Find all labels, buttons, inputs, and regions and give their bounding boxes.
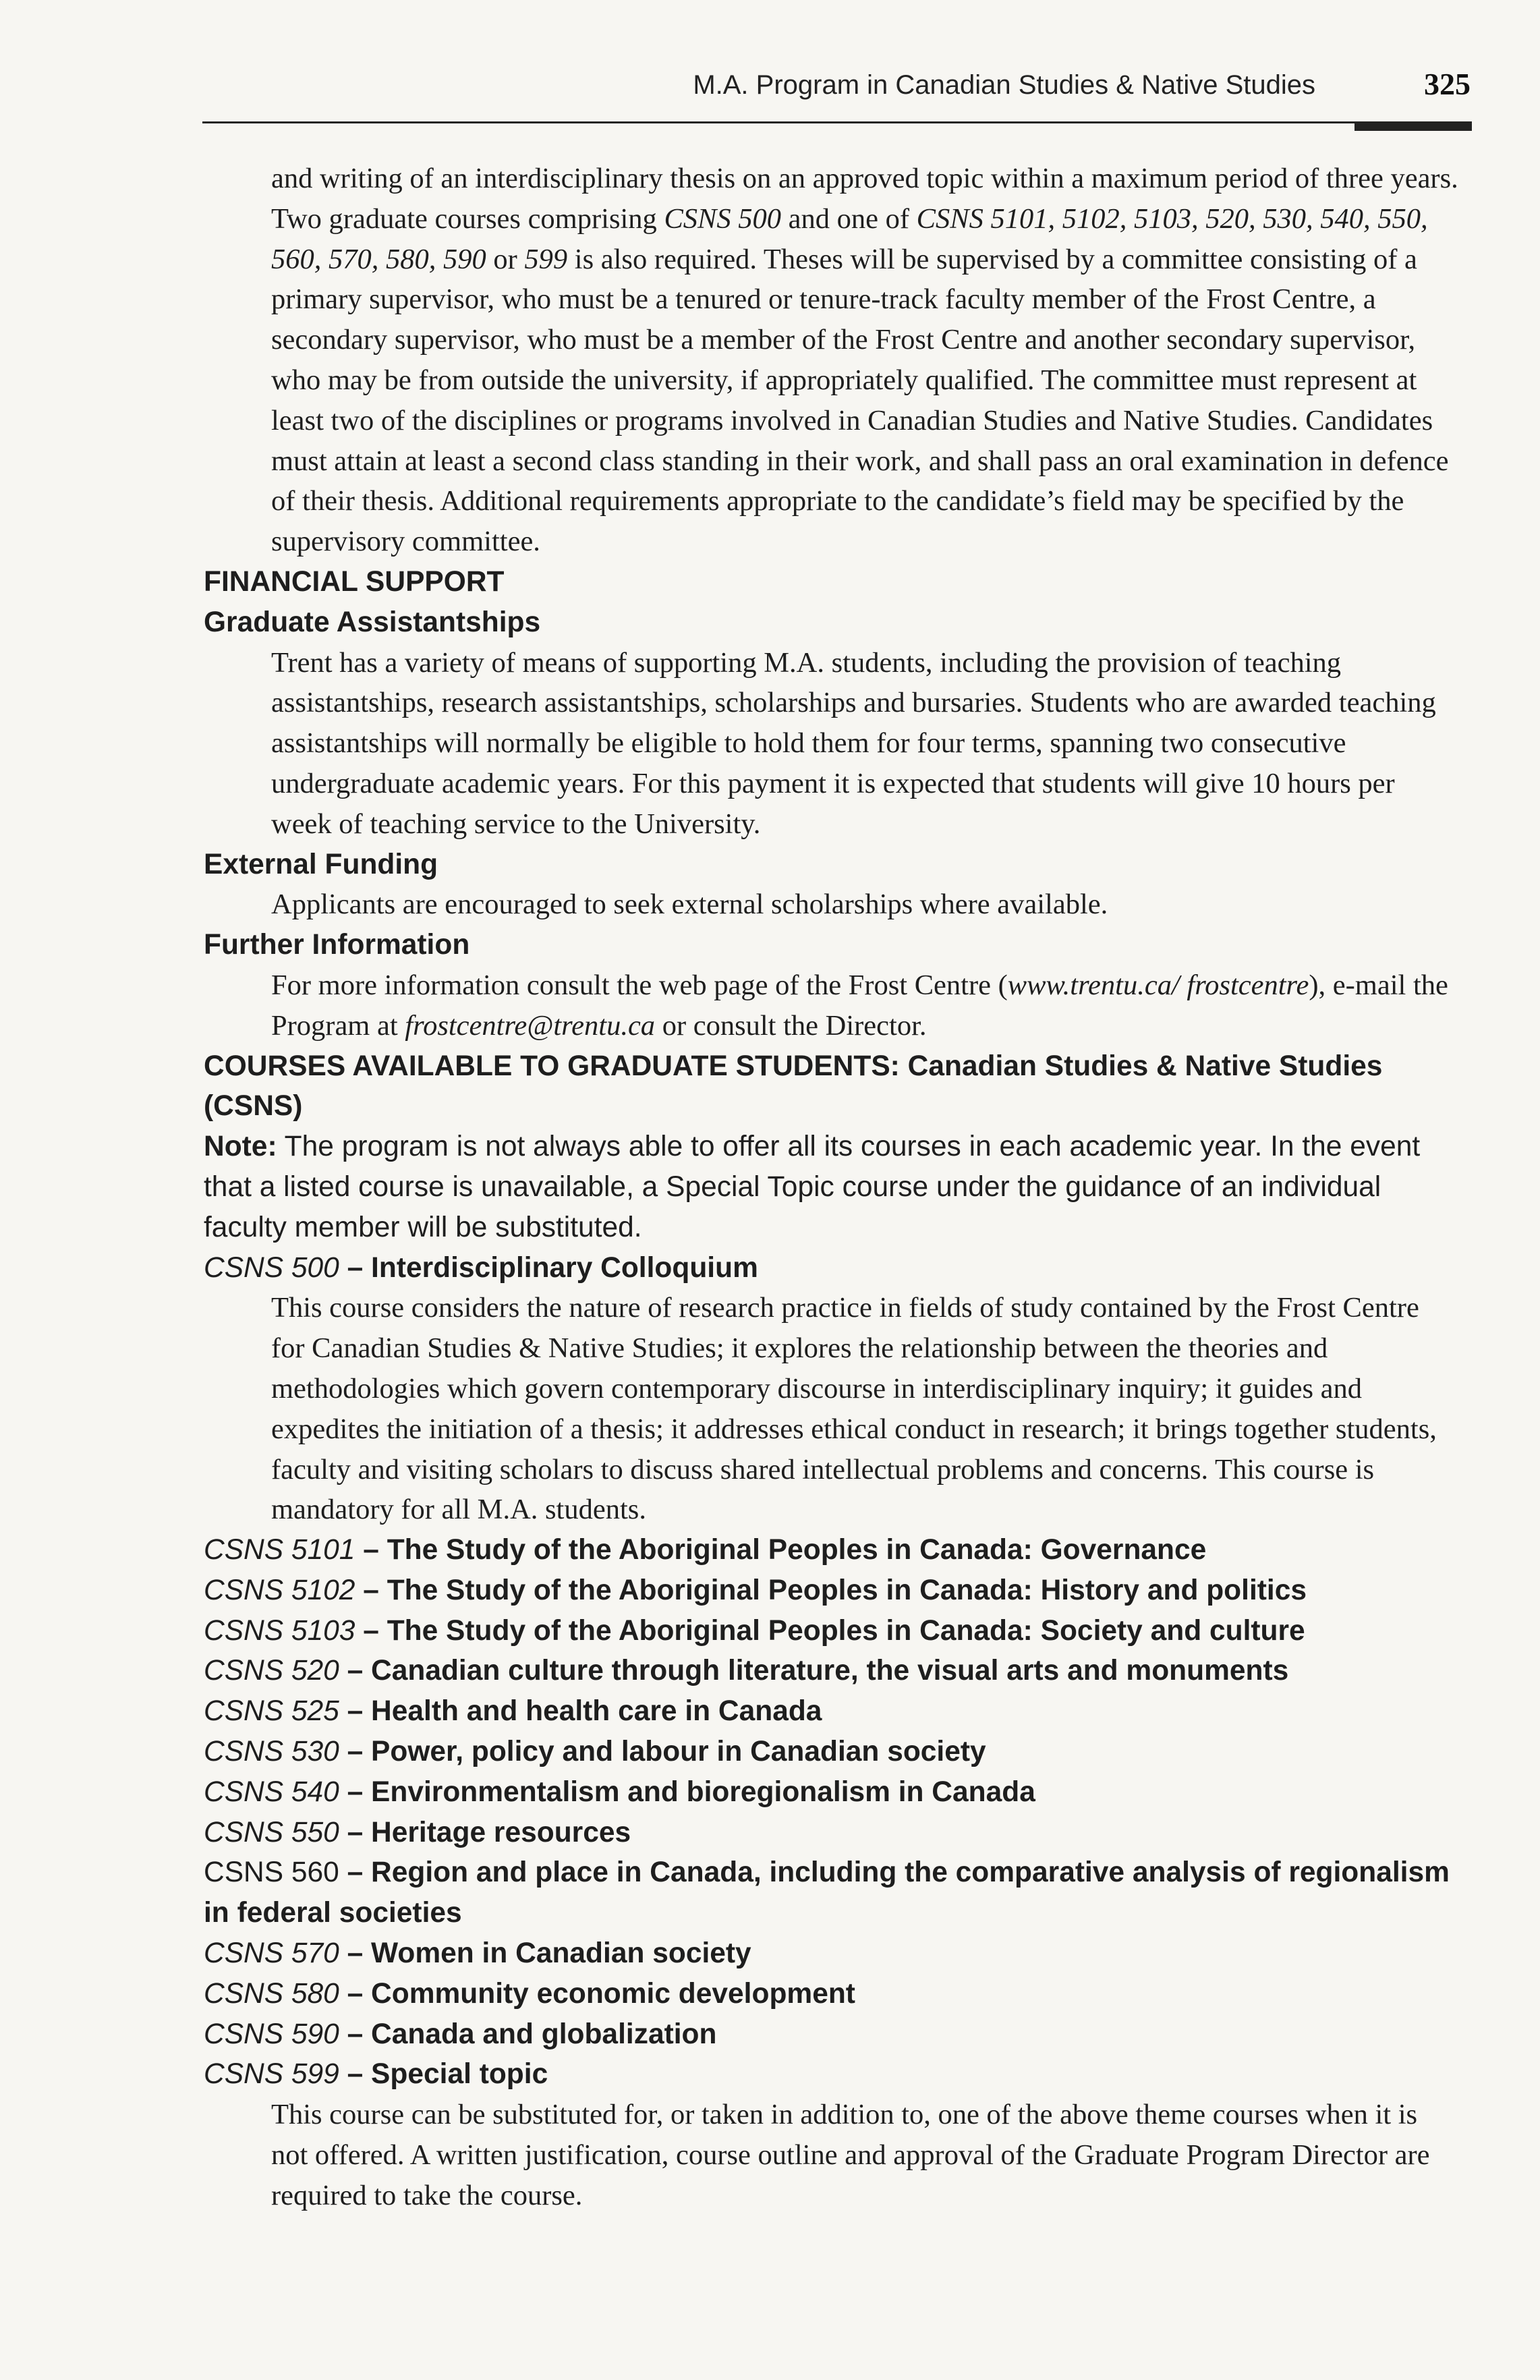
course-description-500: This course considers the nature of research practice in fields of study contained by the Frost Centre for Canadian Studies & Native Studies; it explores the relationship between the theories and methodologies which govern contemporary discourse in interdisciplinary inquiry; it guides and expedites the initiation of a thesis; it addresses ethical conduct in research; it brings together students, faculty and visiting scholars to discuss shared intellectual problems and concerns. This course is mandatory for all M.A. students. xyxy=(271,1292,1437,1526)
text-run: and one of xyxy=(781,202,917,235)
course-entry xyxy=(204,1651,1458,1691)
course-code: CSNS 560 xyxy=(204,1857,339,1889)
course-title: – Power, policy and labour in Canadian society xyxy=(339,1736,986,1768)
course-code: CSNS 550 xyxy=(204,1816,339,1848)
course-code: CSNS 520 xyxy=(204,1655,339,1687)
text-run: ), e-mail the Program at xyxy=(271,969,1448,1042)
course-title: – Health and health care in Canada xyxy=(339,1695,822,1728)
further-information-heading: Further Information xyxy=(204,929,470,961)
graduate-assistantships-heading: Graduate Assistantships xyxy=(204,606,541,638)
course-title: – Canada and globalization xyxy=(339,2018,717,2050)
page-content xyxy=(204,159,1458,2216)
courses-note xyxy=(204,1127,1458,1247)
course-entry xyxy=(204,1974,1458,2014)
course-title: – The Study of the Aboriginal Peoples in Canada: Governance xyxy=(355,1534,1207,1566)
text-run: and writing of an interdisciplinary thesis on an approved topic within a maximum period of three years. Two graduate courses comprising xyxy=(271,163,1458,235)
course-entry xyxy=(204,2054,1458,2095)
text-run: For more information consult the web page of the Frost Centre ( xyxy=(271,969,1008,1001)
course-code: CSNS 525 xyxy=(204,1695,339,1728)
course-entry xyxy=(204,1772,1458,1813)
note-label: Note: xyxy=(204,1131,277,1163)
course-title: – Environmentalism and bioregionalism in Canada xyxy=(339,1776,1035,1808)
course-code-list: CSNS 5101, 5102, 5103, 520, 530, 540, 550, 560, 570, 580, 590 xyxy=(271,202,1428,275)
course-title: – Women in Canadian society xyxy=(339,1937,751,1970)
header-rule xyxy=(202,121,1472,123)
course-title: – Region and place in Canada, including the comparative analysis of regionalism in federal societies xyxy=(204,1857,1450,1929)
further-information-text xyxy=(204,965,1458,1046)
course-code: 599 xyxy=(524,243,568,275)
course-entry xyxy=(204,1570,1458,1611)
course-title: – The Study of the Aboriginal Peoples in Canada: Society and culture xyxy=(355,1614,1305,1647)
page-number: 325 xyxy=(1424,67,1471,101)
course-code: CSNS 580 xyxy=(204,1977,339,2010)
course-entry-500 xyxy=(204,1248,1458,1288)
course-title: – Heritage resources xyxy=(339,1816,631,1848)
text-run: or xyxy=(486,243,525,275)
course-description-599: This course can be substituted for, or taken in addition to, one of the above theme courses when it is not offered. A written justification, course outline and approval of the Graduate Program Director are required to take the course. xyxy=(271,2099,1430,2211)
text-run: is also required. Theses will be supervised by a committee consisting of a primary supervisor, who must be a tenured or tenure-track faculty member of the Frost Centre, a secondary supervisor, who must be a member of the Frost Centre and another secondary supervisor, who may be from outside the university, if appropriately qualified. The committee must represent at least two of the disciplines or programs involved in Canadian Studies and Native Studies. Candidates must attain at least a second class standing in their work, and shall pass an oral examination in defence of their thesis. Additional requirements appropriate to the candidate’s field may be specified by the supervisory committee. xyxy=(271,243,1449,558)
thesis-paragraph xyxy=(204,159,1458,562)
external-funding-text: Applicants are encouraged to seek external scholarships where available. xyxy=(271,888,1108,921)
graduate-assistantships-text: Trent has a variety of means of supporting M.A. students, including the provision of teaching assistantships, research assistantships, scholarships and bursaries. Students who are awarded teaching assistantships will normally be eligible to hold them for four terms, spanning two consecutive undergraduate academic years. For this payment it is expected that students will give 10 hours per week of teaching service to the University. xyxy=(271,646,1436,840)
financial-support-heading: FINANCIAL SUPPORT xyxy=(204,565,505,598)
course-title: – Canadian culture through literature, the visual arts and monuments xyxy=(339,1655,1289,1687)
external-funding-heading: External Funding xyxy=(204,848,438,880)
course-code: CSNS 530 xyxy=(204,1736,339,1768)
course-entry xyxy=(204,1732,1458,1772)
course-entry xyxy=(204,1691,1458,1732)
web-link[interactable]: www.trentu.ca/ frostcentre xyxy=(1007,969,1309,1001)
running-title: M.A. Program in Canadian Studies & Native Studies xyxy=(693,70,1315,100)
course-code: CSNS 5103 xyxy=(204,1614,355,1647)
course-code: CSNS 599 xyxy=(204,2058,339,2091)
course-entry xyxy=(204,1530,1458,1570)
courses-heading: COURSES AVAILABLE TO GRADUATE STUDENTS: Canadian Studies & Native Studies (CSNS) xyxy=(204,1050,1383,1123)
course-title: – The Study of the Aboriginal Peoples in Canada: History and politics xyxy=(355,1574,1307,1606)
text-run: or consult the Director. xyxy=(655,1009,927,1042)
email-link[interactable]: frostcentre@trentu.ca xyxy=(405,1009,656,1042)
course-code: CSNS 570 xyxy=(204,1937,339,1970)
header-rule-tab xyxy=(1354,121,1472,131)
course-entry xyxy=(204,1933,1458,1974)
course-title: – Interdisciplinary Colloquium xyxy=(339,1251,758,1284)
course-entry-560 xyxy=(204,1852,1458,1933)
course-title: – Community economic development xyxy=(339,1977,855,2010)
course-title: – Special topic xyxy=(339,2058,548,2091)
note-text: The program is not always able to offer all its courses in each academic year. In the event that a listed course is unavailable, a Special Topic course under the guidance of an individual faculty member will be substituted. xyxy=(204,1131,1421,1243)
running-header xyxy=(202,66,1471,113)
course-code: CSNS 500 xyxy=(664,202,782,235)
course-entry xyxy=(204,2014,1458,2055)
course-code: CSNS 500 xyxy=(204,1251,339,1284)
course-code: CSNS 5102 xyxy=(204,1574,355,1606)
course-entry xyxy=(204,1611,1458,1651)
course-code: CSNS 590 xyxy=(204,2018,339,2050)
course-code: CSNS 540 xyxy=(204,1776,339,1808)
course-code: CSNS 5101 xyxy=(204,1534,355,1566)
course-entry xyxy=(204,1813,1458,1853)
